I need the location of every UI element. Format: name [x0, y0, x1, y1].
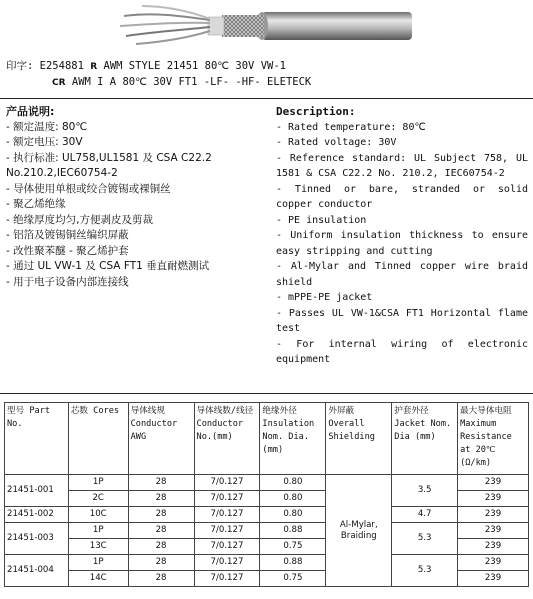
en-item: - Rated voltage: 30V — [276, 137, 397, 148]
cn-heading: 产品说明: — [6, 105, 55, 118]
awg-cell: 28 — [128, 475, 194, 491]
resistance-cell: 239 — [458, 475, 529, 491]
resistance-cell: 239 — [458, 571, 529, 587]
divider-bottom — [0, 393, 533, 394]
header-resistance: 最大导体电阻 Maximum Resistance at 20℃ (Ω/km) — [458, 403, 529, 475]
part-no-cell: 21451-003 — [5, 523, 69, 555]
cul-prefix: C — [52, 78, 59, 88]
en-item: - Tinned or bare, stranded or solid copper conductor — [276, 183, 528, 210]
resistance-cell: 239 — [458, 555, 529, 571]
awg-cell: 28 — [128, 571, 194, 587]
en-item: - PE insulation — [276, 214, 367, 226]
conductor-cell: 7/0.127 — [194, 571, 260, 587]
part-no-cell: 21451-004 — [5, 555, 69, 587]
awg-cell: 28 — [128, 491, 194, 507]
table-header-row — [5, 403, 529, 475]
conductor-cell: 7/0.127 — [194, 539, 260, 555]
en-item: - Rated temperature: 80℃ — [276, 121, 426, 133]
awg-cell: 28 — [128, 523, 194, 539]
cn-item: - 改性聚苯醚 - 聚乙烯护套 — [6, 244, 129, 257]
cores-cell: 1P — [68, 475, 128, 491]
en-item: - For internal wiring of electronic equipment — [276, 338, 528, 365]
insulation-cell: 0.88 — [260, 523, 326, 539]
resistance-cell: 239 — [458, 491, 529, 507]
resistance-cell: 239 — [458, 539, 529, 555]
shielding-cell: Al-Mylar, Braiding — [326, 475, 392, 587]
table-row — [5, 523, 529, 539]
jacket-cell: 5.3 — [392, 523, 458, 555]
insulation-cell: 0.80 — [260, 507, 326, 523]
en-heading: Description: — [276, 105, 356, 118]
marking-label: 印字: — [6, 60, 34, 72]
jacket-cell: 5.3 — [392, 555, 458, 587]
description-chinese — [6, 104, 271, 290]
ul-logo-icon: R — [90, 62, 98, 72]
part-no-cell: 21451-002 — [5, 507, 69, 523]
jacket-cell: 4.7 — [392, 507, 458, 523]
cul-logo-icon: R — [58, 78, 66, 88]
spec-table — [4, 402, 529, 587]
conductor-cell: 7/0.127 — [194, 555, 260, 571]
table-row — [5, 507, 529, 523]
header-conductor: 导体线数/线径 Conductor No.(mm) — [194, 403, 260, 475]
marking-file-code: E254881 — [39, 60, 84, 72]
insulation-cell: 0.88 — [260, 555, 326, 571]
cn-item: - 额定温度: 80℃ — [6, 120, 88, 133]
resistance-cell: 239 — [458, 523, 529, 539]
cores-cell: 1P — [68, 555, 128, 571]
en-item: - Uniform insulation thickness to ensure easy stripping and cutting — [276, 230, 528, 257]
header-insulation: 绝缘外径 Insulation Nom. Dia.(mm) — [260, 403, 326, 475]
cores-cell: 13C — [68, 539, 128, 555]
cn-item: - 聚乙烯绝缘 — [6, 198, 66, 210]
header-cores: 芯数 Cores — [68, 403, 128, 475]
insulation-cell: 0.75 — [260, 571, 326, 587]
en-item: - Reference standard: UL Subject 758, UL 1581 & CSA C22.2 No. 210.2, IEC60754-2 — [276, 152, 528, 179]
en-item: - Passes UL VW-1&CSA FT1 Horizontal flame test — [276, 307, 528, 334]
part-no-cell: 21451-001 — [5, 475, 69, 507]
divider-top — [0, 98, 533, 99]
en-item: - Al-Mylar and Tinned copper wire braid shield — [276, 261, 528, 288]
marking-line-1 — [6, 58, 286, 73]
table-row — [5, 475, 529, 491]
cn-item: - 绝缘厚度均匀,方便剥皮及剪裁 — [6, 213, 153, 226]
cores-cell: 10C — [68, 507, 128, 523]
cn-item: - 导体使用单根或绞合镀锡或裸铜丝 — [6, 182, 171, 195]
conductor-cell: 7/0.127 — [194, 475, 260, 491]
cn-item: - 额定电压: 30V — [6, 136, 83, 148]
jacket-cell: 3.5 — [392, 475, 458, 507]
conductor-cell: 7/0.127 — [194, 507, 260, 523]
header-part-no: 型号 Part No. — [5, 403, 69, 475]
cn-item: - 执行标准: UL758,UL1581 及 CSA C22.2 No.210.2,IEC60754-2 — [6, 151, 212, 179]
header-awg: 导体线规 Conductor AWG — [128, 403, 194, 475]
cn-item: - 铝箔及镀锡铜丝编织屏蔽 — [6, 229, 129, 241]
cn-item: - 通过 UL VW-1 及 CSA FT1 垂直耐燃测试 — [6, 260, 210, 272]
header-jacket: 护套外径 Jacket Nom. Dia (mm) — [392, 403, 458, 475]
cores-cell: 1P — [68, 523, 128, 539]
insulation-cell: 0.80 — [260, 475, 326, 491]
awg-cell: 28 — [128, 555, 194, 571]
resistance-cell: 239 — [458, 507, 529, 523]
header-shielding: 外屏蔽 Overall Shielding — [326, 403, 392, 475]
table-row — [5, 555, 529, 571]
cable-illustration — [112, 2, 412, 50]
description-english — [276, 104, 528, 368]
en-item: - mPPE-PE jacket — [276, 292, 373, 303]
marking-text-2: AWM I A 80℃ 30V FT1 -LF- -HF- ELETECK — [71, 76, 312, 88]
marking-line-2 — [52, 76, 311, 88]
marking-text-1: AWM STYLE 21451 80℃ 30V VW-1 — [103, 60, 286, 72]
conductor-cell: 7/0.127 — [194, 491, 260, 507]
conductor-cell: 7/0.127 — [194, 523, 260, 539]
cores-cell: 14C — [68, 571, 128, 587]
insulation-cell: 0.75 — [260, 539, 326, 555]
insulation-cell: 0.80 — [260, 491, 326, 507]
awg-cell: 28 — [128, 507, 194, 523]
cn-item: - 用于电子设备内部连接线 — [6, 275, 129, 288]
awg-cell: 28 — [128, 539, 194, 555]
cores-cell: 2C — [68, 491, 128, 507]
